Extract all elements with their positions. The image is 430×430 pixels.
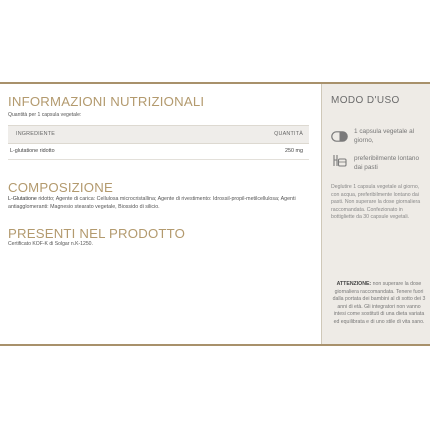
usage-dose-text: 1 capsula vegetale al giorno, [354,128,415,144]
usage-timing-text: preferibilmente lontano dai pasti [354,155,420,171]
present-text: Certificato KOF-K di Solgar n.K-1250. [8,241,93,247]
table-row [8,144,309,160]
capsule-icon [331,129,348,147]
present-title: PRESENTI NEL PRODOTTO [8,226,186,241]
warning-label: ATTENZIONE: [336,281,372,287]
info-sheet [0,84,430,344]
ingredient-cell: L-glutatione ridotto [10,148,55,154]
column-amount: QUANTITÀ [274,131,303,137]
usage-item-dose [331,127,426,149]
amount-cell: 250 mg [285,148,303,154]
composition-title: COMPOSIZIONE [8,180,113,195]
usage-title: MODO D'USO [331,95,400,106]
composition-lead: L-Glutatione [8,196,37,202]
table-header [8,125,309,144]
composition-text [8,195,308,211]
warning-note [331,281,427,326]
column-ingredient: INGREDIENTE [16,131,56,137]
nutrition-panel [0,84,322,344]
meal-icon [332,154,347,173]
composition-body: ridotto; Agente di carica: Cellulosa microcristallina; Agente di rivestimento: Idrossil-propil-metilcellulosa; Agenti antiagglomeranti: Magnesio stearato vegetale, Biossido di silicio. [8,196,296,210]
usage-panel [322,84,430,344]
warning-text: non superare la dose giornaliera raccomandata. Tenere fuori dalla portata dei bambini al di sotto dei 3 anni di età. Gli integratori non vanno intesi come sostituti di una dieta variata ed equilibrata e di uno stile di vita sano. [332,281,426,325]
usage-item-timing [331,154,426,176]
usage-description: Deglutire 1 capsula vegetale al giorno, con acqua, preferibilmente lontano dai pasti. Non superare la dose giornaliera raccomandata. Confezionato in bottigliette da 30 capsule vegetali. [331,184,421,220]
nutrition-title: INFORMAZIONI NUTRIZIONALI [8,94,205,109]
serving-size: Quantità per 1 capsula vegetale: [8,112,82,118]
bottom-rule [0,344,430,346]
